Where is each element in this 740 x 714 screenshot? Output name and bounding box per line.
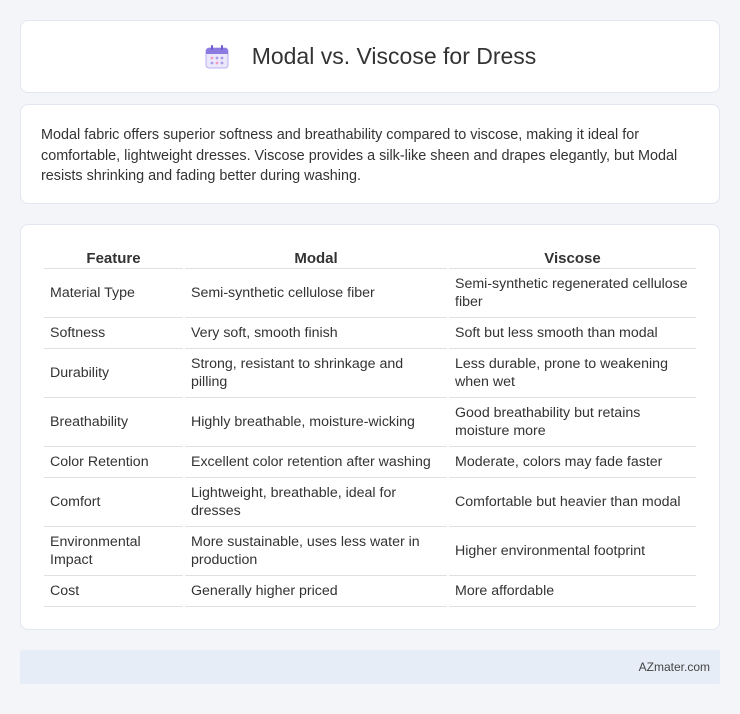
cell-viscose: Moderate, colors may fade faster [449, 447, 696, 478]
cell-modal: Semi-synthetic cellulose fiber [185, 269, 447, 318]
table-row [44, 576, 696, 607]
footer [20, 650, 720, 684]
footer-brand: AZmater.com [638, 660, 710, 674]
table-row [44, 318, 696, 349]
cell-viscose: Good breathability but retains moisture more [449, 398, 696, 447]
cell-modal: Excellent color retention after washing [185, 447, 447, 478]
comparison-table [42, 245, 698, 607]
table-row [44, 269, 696, 318]
cell-feature: Environmental Impact [44, 527, 183, 576]
table-header-row [44, 245, 696, 269]
comparison-card [20, 224, 720, 630]
cell-viscose: Higher environmental footprint [449, 527, 696, 576]
cell-viscose: Comfortable but heavier than modal [449, 478, 696, 527]
table-row [44, 478, 696, 527]
cell-feature: Durability [44, 349, 183, 398]
cell-modal: Generally higher priced [185, 576, 447, 607]
header-modal: Modal [185, 245, 447, 269]
table-row [44, 527, 696, 576]
cell-modal: Strong, resistant to shrinkage and pilling [185, 349, 447, 398]
cell-feature: Cost [44, 576, 183, 607]
header-viscose: Viscose [449, 245, 696, 269]
page-title: Modal vs. Viscose for Dress [251, 43, 537, 69]
cell-viscose: Semi-synthetic regenerated cellulose fiber [449, 269, 696, 318]
cell-feature: Color Retention [44, 447, 183, 478]
cell-modal: Highly breathable, moisture-wicking [185, 398, 447, 447]
cell-modal: Very soft, smooth finish [185, 318, 447, 349]
cell-viscose: Soft but less smooth than modal [449, 318, 696, 349]
title-card [20, 20, 720, 93]
table-row [44, 349, 696, 398]
intro-text: Modal fabric offers superior softness and breathability compared to viscose, making it ideal for comfortable, lightweight dresses. Viscose provides a silk-like sheen and drapes elegantly, but Modal resists shrinking and fading better during washing. [41, 127, 678, 184]
cell-modal: More sustainable, uses less water in production [185, 527, 447, 576]
calendar-icon [204, 44, 230, 70]
cell-feature: Material Type [44, 269, 183, 318]
cell-modal: Lightweight, breathable, ideal for dresses [185, 478, 447, 527]
cell-feature: Softness [44, 318, 183, 349]
intro-card [20, 104, 720, 204]
header-feature: Feature [44, 245, 183, 269]
cell-viscose: More affordable [449, 576, 696, 607]
table-row [44, 398, 696, 447]
cell-viscose: Less durable, prone to weakening when wet [449, 349, 696, 398]
cell-feature: Breathability [44, 398, 183, 447]
cell-feature: Comfort [44, 478, 183, 527]
table-row [44, 447, 696, 478]
